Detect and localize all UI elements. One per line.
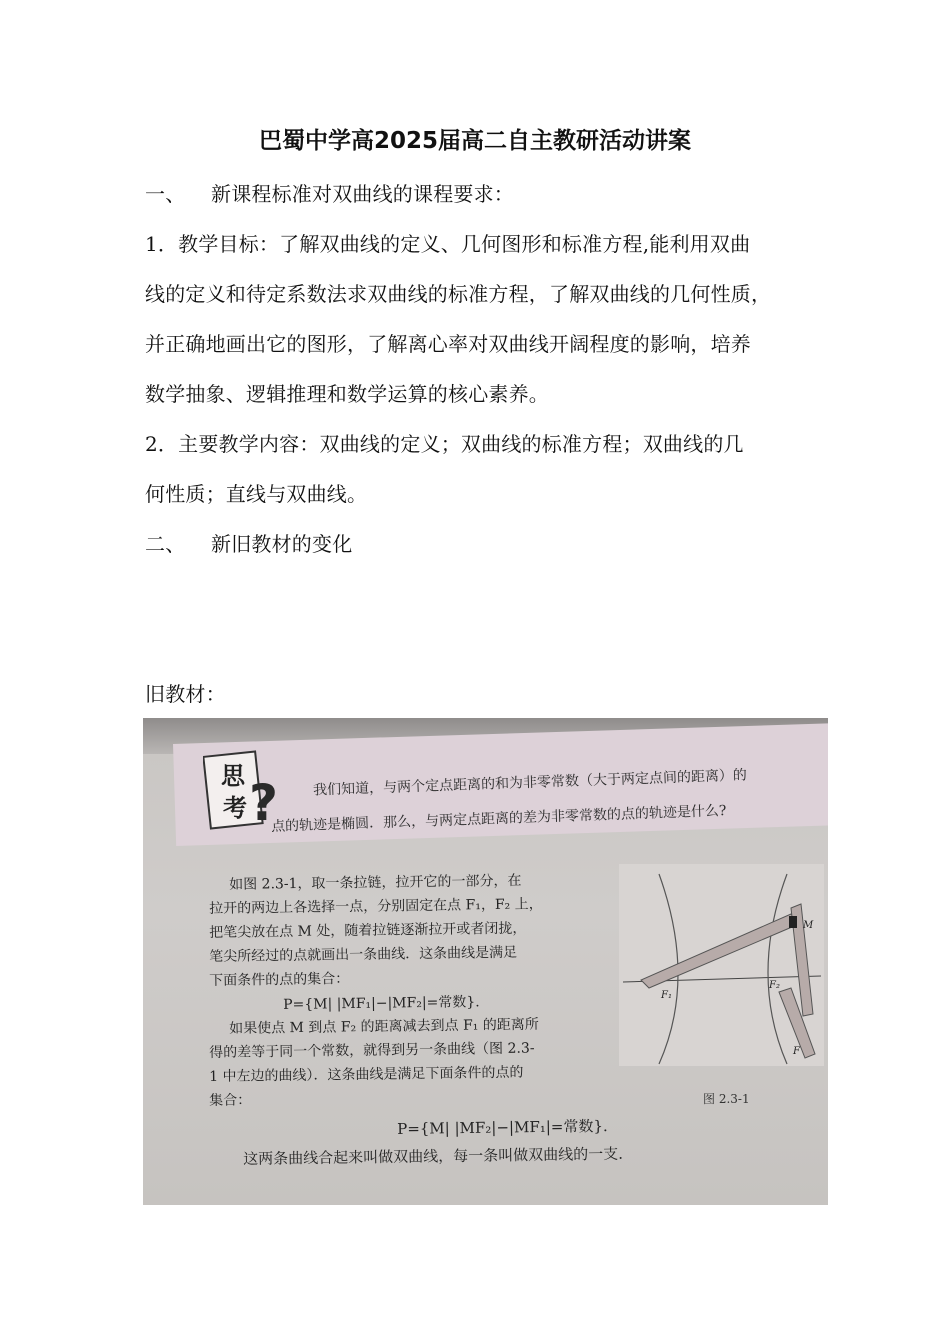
para1-line: 1．教学目标：了解双曲线的定义、几何图形和标准方程,能利用双曲 <box>145 232 751 256</box>
body-line: 笔尖所经过的点就画出一条曲线．这条曲线是满足 <box>209 944 518 965</box>
fig-label-F: F <box>793 1046 800 1057</box>
para1-line: 线的定义和待定系数法求双曲线的标准方程，了解双曲线的几何性质， <box>145 282 772 306</box>
badge-char-bottom: 考 <box>223 793 247 822</box>
para2-line: 何性质；直线与双曲线。 <box>145 482 368 506</box>
think-line-1: 我们知道，与两个定点距离的和为非零常数（大于两定点间的距离）的 <box>312 767 748 799</box>
formula-1: P={M| |MF₁|−|MF₂|=常数}. <box>283 994 480 1013</box>
document-title: 巴蜀中学高2025届高二自主教研活动讲案 <box>258 128 691 154</box>
para1-line: 数学抽象、逻辑推理和数学运算的核心素养。 <box>145 382 549 406</box>
badge-char-top: 思 <box>221 761 245 790</box>
para1-line: 并正确地画出它的图形，了解离心率对双曲线开阔程度的影响，培养 <box>145 332 751 356</box>
section1-heading <box>145 178 514 207</box>
svg-text:?: ? <box>249 774 279 832</box>
hyperbola-zipper-figure <box>619 864 824 1066</box>
figure-2-3-1 <box>619 864 824 1066</box>
section2-number: 二、 <box>145 532 186 556</box>
formula-2: P={M| |MF₂|−|MF₁|=常数}. <box>397 1117 608 1138</box>
body-line: 拉开的两边上各选择一点，分别固定在点 F₁，F₂ 上， <box>209 896 543 917</box>
closing-line: 这两条曲线合起来叫做双曲线，每一条叫做双曲线的一支. <box>243 1144 624 1168</box>
section2-text: 新旧教材的变化 <box>211 532 353 556</box>
body-line: 如果使点 M 到点 F₂ 的距离减去到点 F₁ 的距离所 <box>229 1016 539 1037</box>
body-line: 把笔尖放在点 M 处，随着拉链逐渐拉开或者闭拢， <box>209 920 527 941</box>
body-line: 得的差等于同一个常数，就得到另一条曲线（图 2.3- <box>209 1040 535 1061</box>
fig-label-M: M <box>803 920 814 931</box>
think-line-2: 点的轨迹是椭圆．那么，与两定点距离的差为非零常数的点的轨迹是什么? <box>270 803 727 835</box>
section1-text: 新课程标准对双曲线的课程要求： <box>211 182 514 206</box>
old-textbook-label: 旧教材： <box>145 682 226 706</box>
body-line: 下面条件的点的集合： <box>209 971 350 989</box>
para2-line: 2．主要教学内容：双曲线的定义；双曲线的标准方程；双曲线的几 <box>145 432 744 456</box>
section2-heading <box>145 528 352 557</box>
section1-number: 一、 <box>145 182 186 206</box>
body-line: 集合： <box>209 1092 252 1109</box>
old-textbook-photo <box>143 718 828 1205</box>
figure-caption: 图 2.3-1 <box>703 1092 750 1106</box>
fig-label-F2: F₂ <box>769 980 780 991</box>
body-line: 如图 2.3-1，取一条拉链，拉开它的一部分，在 <box>229 872 522 893</box>
body-line: 1 中左边的曲线）．这条曲线是满足下面条件的点的 <box>209 1064 524 1085</box>
fig-label-F1: F₁ <box>661 990 672 1001</box>
